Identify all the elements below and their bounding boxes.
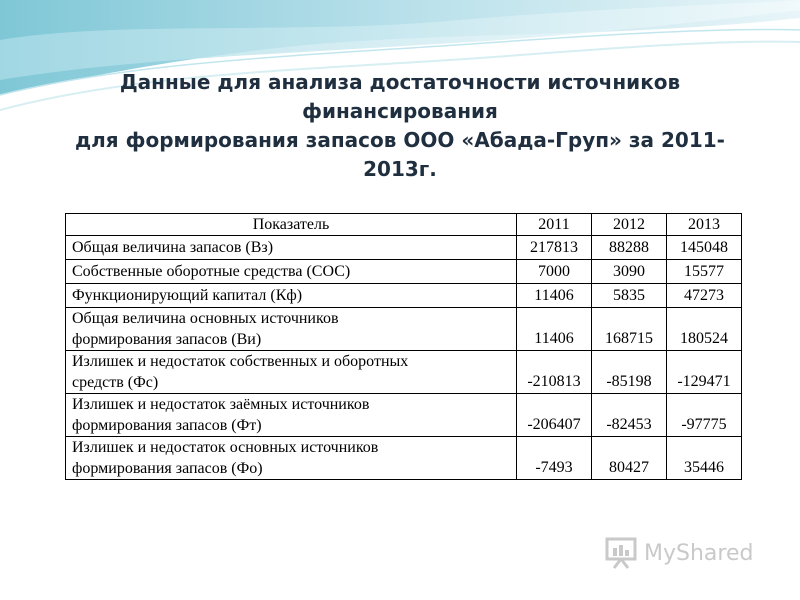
- table-row: [66, 351, 742, 394]
- row-label: Общая величина запасов (Вз): [66, 236, 517, 260]
- cell-2013: 35446: [667, 437, 742, 480]
- cell-2012: 80427: [592, 437, 667, 480]
- cell-2011: -210813: [517, 351, 592, 394]
- table-row: [66, 437, 742, 480]
- row-label-line: средств (Фс): [72, 374, 159, 391]
- slide-title: [40, 68, 760, 184]
- header-indicator: Показатель: [66, 214, 517, 236]
- cell-2013: 180524: [667, 308, 742, 351]
- row-label-line: Излишек и недостаток собственных и оборотных: [72, 353, 409, 370]
- row-label-line: формирования запасов (Фо): [72, 460, 263, 477]
- watermark-text: MyShared: [644, 540, 754, 566]
- row-label-line: Излишек и недостаток заёмных источников: [72, 396, 370, 413]
- table-row: [66, 260, 742, 284]
- financing-table: [65, 213, 742, 480]
- row-label: Функционирующий капитал (Кф): [66, 284, 517, 308]
- row-label: [66, 351, 517, 394]
- title-line-3: для формирования запасов ООО «Абада-Груп» за 2011-2013г.: [75, 128, 725, 181]
- row-label: [66, 394, 517, 437]
- myshared-watermark: [604, 536, 753, 570]
- table-row: [66, 308, 742, 351]
- cell-2011: -206407: [517, 394, 592, 437]
- cell-2013: -97775: [667, 394, 742, 437]
- cell-2012: 3090: [592, 260, 667, 284]
- row-label-line: формирования запасов (Фт): [72, 417, 262, 434]
- row-label: [66, 437, 517, 480]
- header-2012: 2012: [592, 214, 667, 236]
- row-label: [66, 308, 517, 351]
- header-2011: 2011: [517, 214, 592, 236]
- cell-2011: 11406: [517, 308, 592, 351]
- cell-2012: -85198: [592, 351, 667, 394]
- table-header-row: [66, 214, 742, 236]
- row-label-line: Общая величина основных источников: [72, 310, 339, 327]
- cell-2011: -7493: [517, 437, 592, 480]
- cell-2012: 5835: [592, 284, 667, 308]
- cell-2013: 47273: [667, 284, 742, 308]
- title-line-1: Данные для анализа достаточности источников: [119, 70, 681, 94]
- cell-2012: -82453: [592, 394, 667, 437]
- cell-2011: 217813: [517, 236, 592, 260]
- cell-2013: 145048: [667, 236, 742, 260]
- row-label-line: Излишек и недостаток основных источников: [72, 439, 379, 456]
- cell-2011: 11406: [517, 284, 592, 308]
- presentation-board-icon: [604, 536, 640, 570]
- table-row: [66, 394, 742, 437]
- cell-2011: 7000: [517, 260, 592, 284]
- cell-2012: 88288: [592, 236, 667, 260]
- row-label: Собственные оборотные средства (СОС): [66, 260, 517, 284]
- table-row: [66, 284, 742, 308]
- cell-2013: -129471: [667, 351, 742, 394]
- title-line-2: финансирования: [302, 99, 498, 123]
- table-row: [66, 236, 742, 260]
- header-2013: 2013: [667, 214, 742, 236]
- cell-2013: 15577: [667, 260, 742, 284]
- cell-2012: 168715: [592, 308, 667, 351]
- row-label-line: формирования запасов (Ви): [72, 331, 262, 348]
